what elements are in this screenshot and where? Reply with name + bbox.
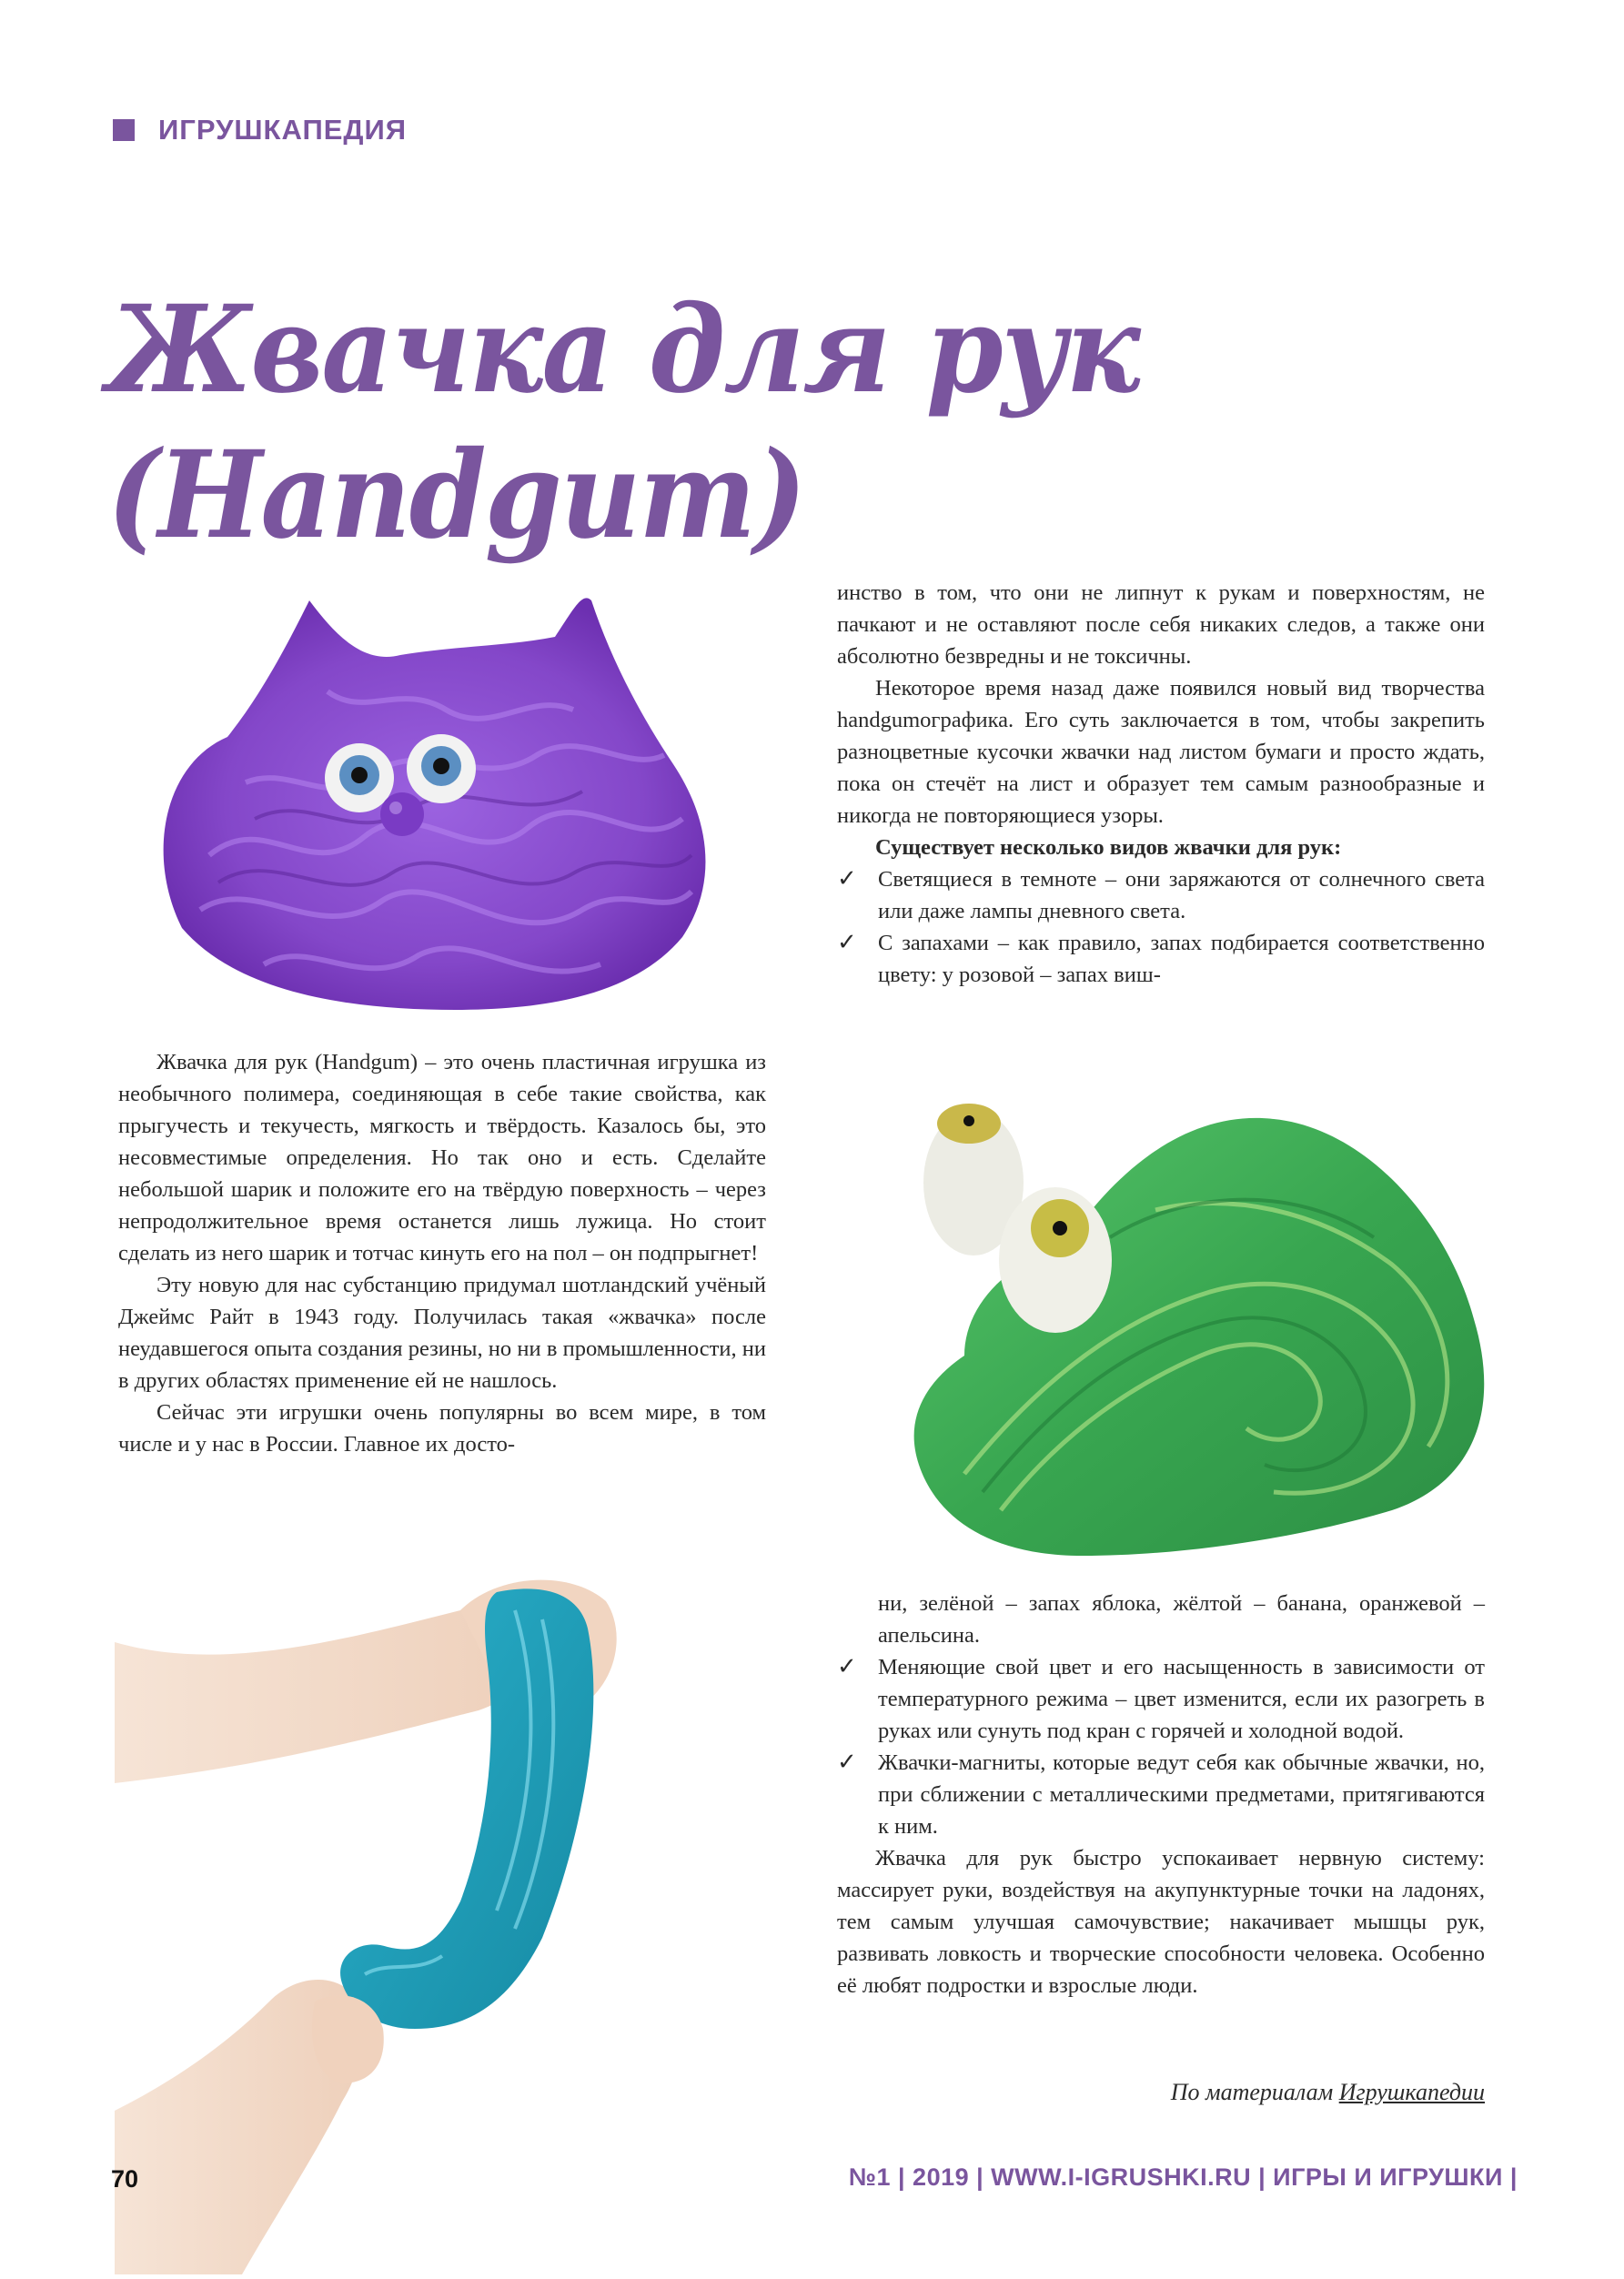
list-item-continuation: [837, 1588, 1485, 1651]
green-gum-photo: [883, 1083, 1519, 1574]
purple-gum-photo: [127, 582, 755, 1019]
credit-source-link[interactable]: Игрушкапедии: [1338, 2079, 1485, 2105]
paragraph-history: Эту новую для нас субстанцию придумал шотландский учёный Джеймс Райт в 1943 году. Получилась такая «жвачка» после неудавшегося опыта создания резины, но ни в промышленности, ни в других областях применение ей не нашлось.: [118, 1273, 766, 1393]
paragraph-handgumography: Некоторое время назад даже появился новый вид творчества handgumографика. Его суть заключается в том, чтобы закрепить разноцветные кусочки жвачки над листом бумаги и просто ждать, пока он стечёт на лист и образует тем самым разнообразные и никогда не повторяющиеся узоры.: [837, 676, 1485, 828]
blue-gum-photo: [115, 1574, 715, 2274]
article-right-column-bottom: [837, 1588, 1485, 2002]
section-header: [113, 114, 407, 146]
source-credit: [1171, 2079, 1485, 2106]
checkmark-icon: ✓: [837, 1653, 857, 1680]
list-item-text: С запахами – как правило, запах подбирается соответственно цвету: у розовой – запах виш-: [878, 931, 1485, 987]
credit-prefix: По материалам: [1170, 2079, 1339, 2105]
article-left-column: [118, 1046, 766, 1460]
paragraph-intro: Жвачка для рук (Handgum) – это очень пластичная игрушка из необычного полимера, соединяющая в себе такие свойства, как прыгучесть и текучесть, мягкость и твёрдость. Казалось бы, это несовместимые определения. Но так оно и есть. Сделайте небольшой шарик и положите его на твёрдую поверхность – через непродолжительное время останется лишь лужица. Но стоит сделать из него шарик и тотчас кинуть его на пол – он подпрыгнет!: [118, 1050, 766, 1266]
paragraph-benefits: Жвачка для рук быстро успокаивает нервную систему: массирует руки, воздействуя на акупунктурные точки на ладонях, тем самым улучшая самочувствие; накачивает мышцы рук, развивать ловкость и творческие способности человека. Особенно её любят подростки и взрослые люди.: [837, 1846, 1485, 1998]
list-item-text: ни, зелёной – запах яблока, жёлтой – банана, оранжевой – апельсина.: [878, 1591, 1485, 1648]
types-heading: Существует несколько видов жвачки для рук:: [875, 835, 1342, 860]
types-list-top: [837, 863, 1485, 991]
title-line-2: (Handgum): [107, 425, 805, 566]
list-item: [837, 1747, 1485, 1842]
list-item: [837, 927, 1485, 991]
paragraph-continuation: инство в том, что они не липнут к рукам и поверхностям, не пачкают и не оставляют после себя никаких следов, а также они абсолютно безвредны и не токсичны.: [837, 580, 1485, 669]
checkmark-icon: ✓: [837, 1749, 857, 1776]
section-square-icon: [113, 119, 135, 141]
article-title: [107, 277, 1139, 569]
issue-line: №1 | 2019 | WWW.I-IGRUSHKI.RU | ИГРЫ И ИГРУШКИ |: [848, 2163, 1518, 2191]
list-item-text: Меняющие свой цвет и его насыщенность в зависимости от температурного режима – цвет изменится, если их разогреть в руках или сунуть под кран с горячей и холодной водой.: [878, 1655, 1485, 1743]
paragraph-popularity: Сейчас эти игрушки очень популярны во всем мире, в том числе и у нас в России. Главное их досто-: [118, 1400, 766, 1457]
checkmark-icon: ✓: [837, 865, 857, 892]
section-label: ИГРУШКАПЕДИЯ: [158, 114, 408, 146]
list-item: [837, 1651, 1485, 1747]
checkmark-icon: ✓: [837, 929, 857, 956]
page-number: 70: [111, 2165, 139, 2193]
list-item: [837, 863, 1485, 927]
title-line-1: Жвачка для рук: [107, 279, 1139, 420]
list-item-text: Жвачки-магниты, которые ведут себя как обычные жвачки, но, при сближении с металлическими предметами, притягиваются к ним.: [878, 1750, 1485, 1839]
types-list-bottom: [837, 1588, 1485, 1842]
article-right-column-top: [837, 577, 1485, 991]
list-item-text: Светящиеся в темноте – они заряжаются от солнечного света или даже лампы дневного света.: [878, 867, 1485, 923]
